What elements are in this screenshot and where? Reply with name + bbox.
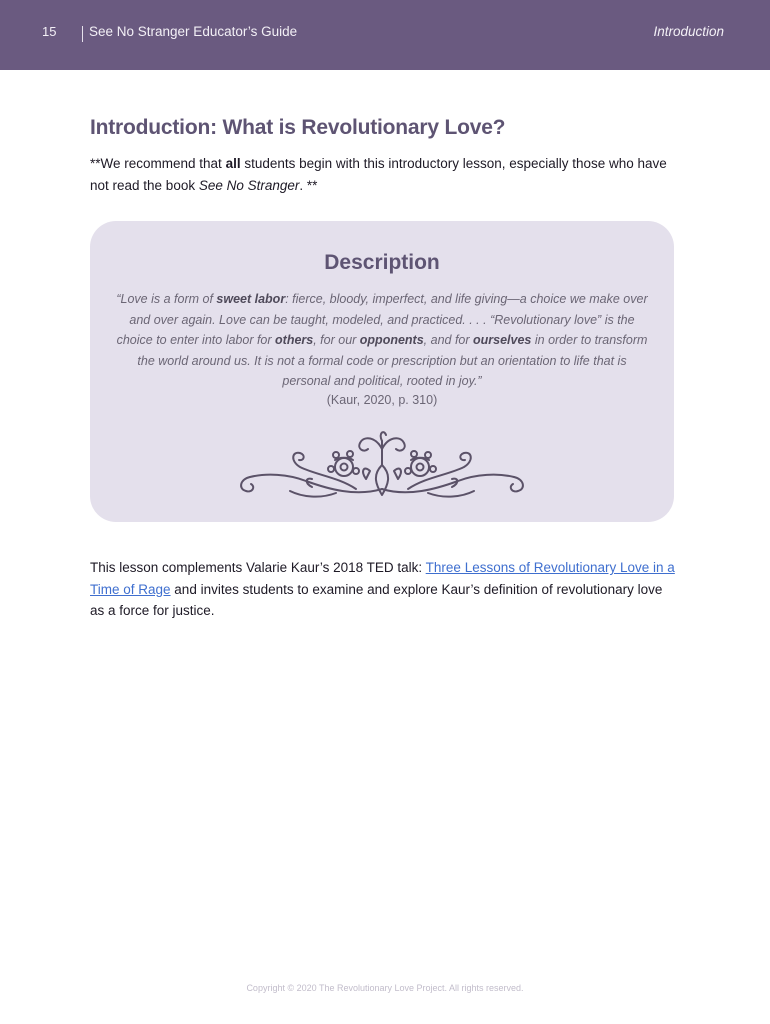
lesson-suffix: and invites students to examine and explore Kaur’s definition of revolutionary love as a force for justice. bbox=[90, 581, 663, 618]
page-title: Introduction: What is Revolutionary Love? bbox=[90, 116, 506, 139]
quote-part-1: “Love is a form of bbox=[116, 292, 217, 306]
lesson-prefix: This lesson complements Valarie Kaur’s 2018 TED talk: bbox=[90, 560, 426, 575]
header-divider bbox=[82, 26, 83, 42]
ted-talk-link[interactable]: Three Lessons of Revolutionary Love in a Time of Rage bbox=[90, 560, 675, 597]
recommendation-middle: students begin with this introductory lesson, especially those who have not read the book bbox=[90, 156, 667, 193]
description-quote bbox=[114, 289, 650, 392]
floral-scroll-ornament-icon bbox=[236, 427, 528, 505]
lesson-description bbox=[90, 557, 680, 622]
copyright-footer: Copyright © 2020 The Revolutionary Love Project. All rights reserved. bbox=[246, 983, 524, 993]
quote-bold-others: others bbox=[275, 333, 314, 348]
section-name: Introduction bbox=[653, 24, 724, 39]
recommendation-note bbox=[90, 153, 680, 196]
quote-citation: (Kaur, 2020, p. 310) bbox=[326, 393, 438, 407]
quote-part-3: , for our bbox=[313, 333, 360, 348]
quote-part-4: , and for bbox=[423, 333, 474, 348]
recommendation-emphasis: all bbox=[225, 156, 241, 171]
quote-part-2: : fierce, bloody, imperfect, and life giving—a choice we make over and over again. Love can be taught, modeled, and practiced. . . . “Revolutionary love” is the choice to enter into labor for bbox=[116, 292, 648, 348]
guide-title: See No Stranger Educator’s Guide bbox=[89, 24, 298, 39]
quote-bold-opponents: opponents bbox=[359, 333, 424, 348]
quote-part-5: in order to transform the world around us. It is not a formal code or prescription but an orientation to life that is personal and political, rooted in joy.” bbox=[137, 333, 648, 389]
book-title: See No Stranger bbox=[198, 177, 300, 193]
description-box bbox=[90, 221, 674, 522]
page-header bbox=[0, 0, 770, 70]
recommendation-prefix: **We recommend that bbox=[90, 156, 226, 171]
description-title: Description bbox=[324, 251, 440, 274]
recommendation-suffix: . ** bbox=[299, 177, 318, 193]
quote-bold-ourselves: ourselves bbox=[473, 333, 532, 348]
quote-bold-sweet-labor: sweet labor bbox=[216, 292, 286, 306]
page-number: 15 bbox=[42, 24, 57, 39]
